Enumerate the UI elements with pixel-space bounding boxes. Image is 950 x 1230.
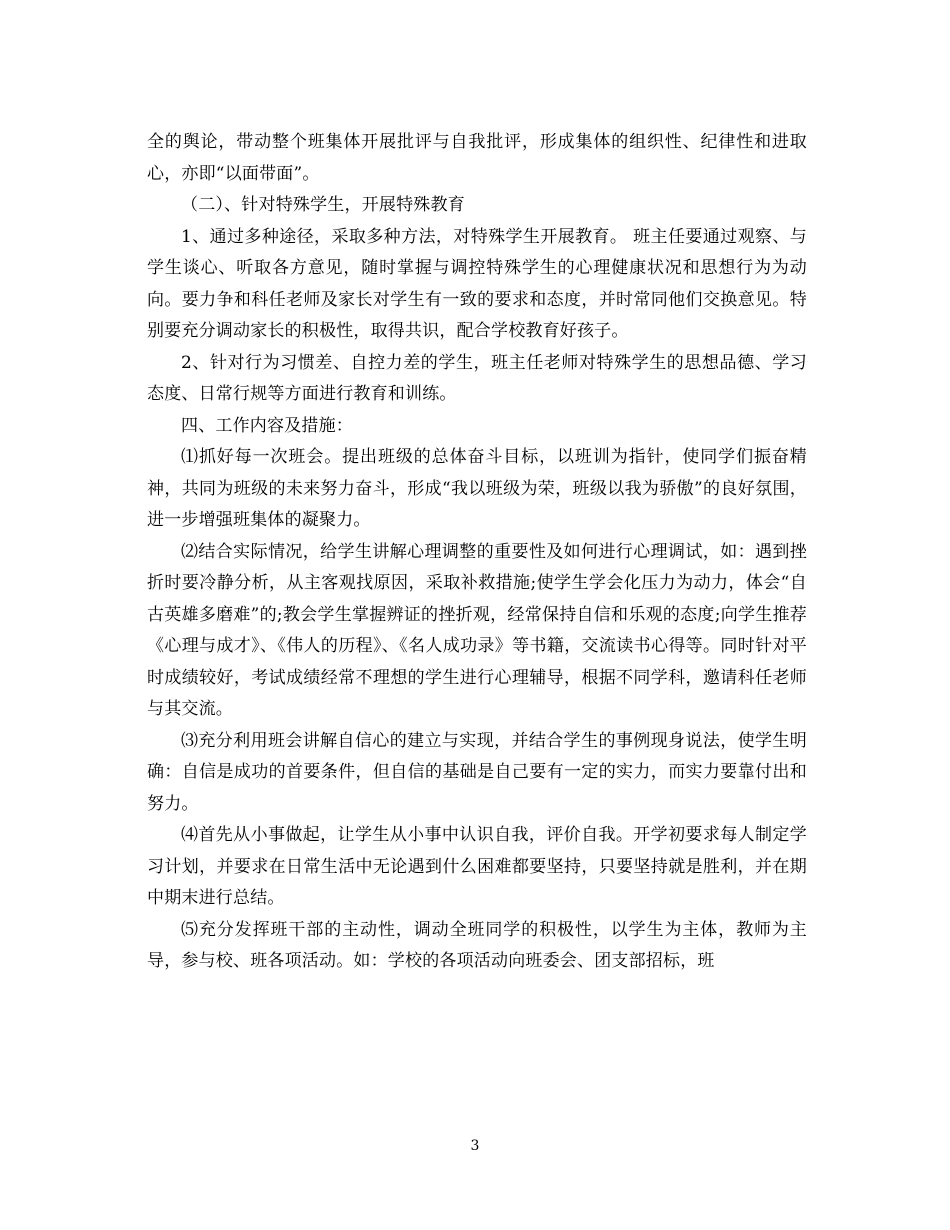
- section-heading: 四、工作内容及措施：: [181, 415, 353, 436]
- paragraph: ⑷首先从小事做起，让学生从小事中认识自我，评价自我。开学初要求每人制定学习计划，并要求在日常生活中无论遇到什么困难都要坚持，只要坚持就是胜利，并在期中期末进行总结。: [147, 825, 807, 908]
- document-body: [147, 127, 807, 978]
- paragraph: 2、针对行为习惯差、自控力差的学生，班主任老师对特殊学生的思想品德、学习态度、日常行规等方面进行教育和训练。: [147, 352, 807, 404]
- page-number: 3: [470, 1138, 480, 1154]
- paragraph: ⑴抓好每一次班会。提出班级的总体奋斗目标，以班训为指针，使同学们振奋精神，共同为班级的未来努力奋斗，形成“我以班级为荣，班级以我为骄傲”的良好氛围，进一步增强班集体的凝聚力。: [147, 447, 807, 530]
- paragraph: ⑶充分利用班会讲解自信心的建立与实现，并结合学生的事例现身说法，使学生明确：自信是成功的首要条件，但自信的基础是自己要有一定的实力，而实力要靠付出和努力。: [147, 730, 807, 814]
- paragraph: ⑵结合实际情况，给学生讲解心理调整的重要性及如何进行心理调试，如：遇到挫折时要冷静分析，从主客观找原因，采取补救措施;使学生学会化压力为动力，体会“自古英雄多磨难”的;教会学生掌握辨证的挫折观，经常保持自信和乐观的态度;向学生推荐《心理与成才》、《伟人的历程》、《名人成功录》等书籍，交流读书心得等。同时针对平时成绩较好，考试成绩经常不理想的学生进行心理辅导，根据不同学科，邀请科任老师与其交流。: [147, 541, 807, 719]
- paragraph: ⑸充分发挥班干部的主动性，调动全班同学的积极性，以学生为主体，教师为主导，参与校、班各项活动。如：学校的各项活动向班委会、团支部招标，班: [147, 919, 807, 971]
- section-heading: （二）、针对特殊学生，开展特殊教育: [181, 195, 465, 215]
- paragraph: 1、通过多种途径，采取多种方法，对特殊学生开展教育。 班主任要通过观察、与学生谈心、听取各方意见，随时掌握与调控特殊学生的心理健康状况和思想行为为动向。要力争和科任老师及家长对学生有一致的要求和态度，并时常同他们交换意见。特别要充分调动家长的积极性，取得共识，配合学校教育好孩子。: [147, 226, 807, 341]
- paragraph: 全的舆论，带动整个班集体开展批评与自我批评，形成集体的组织性、纪律性和进取心，亦即“以面带面”。: [147, 132, 807, 184]
